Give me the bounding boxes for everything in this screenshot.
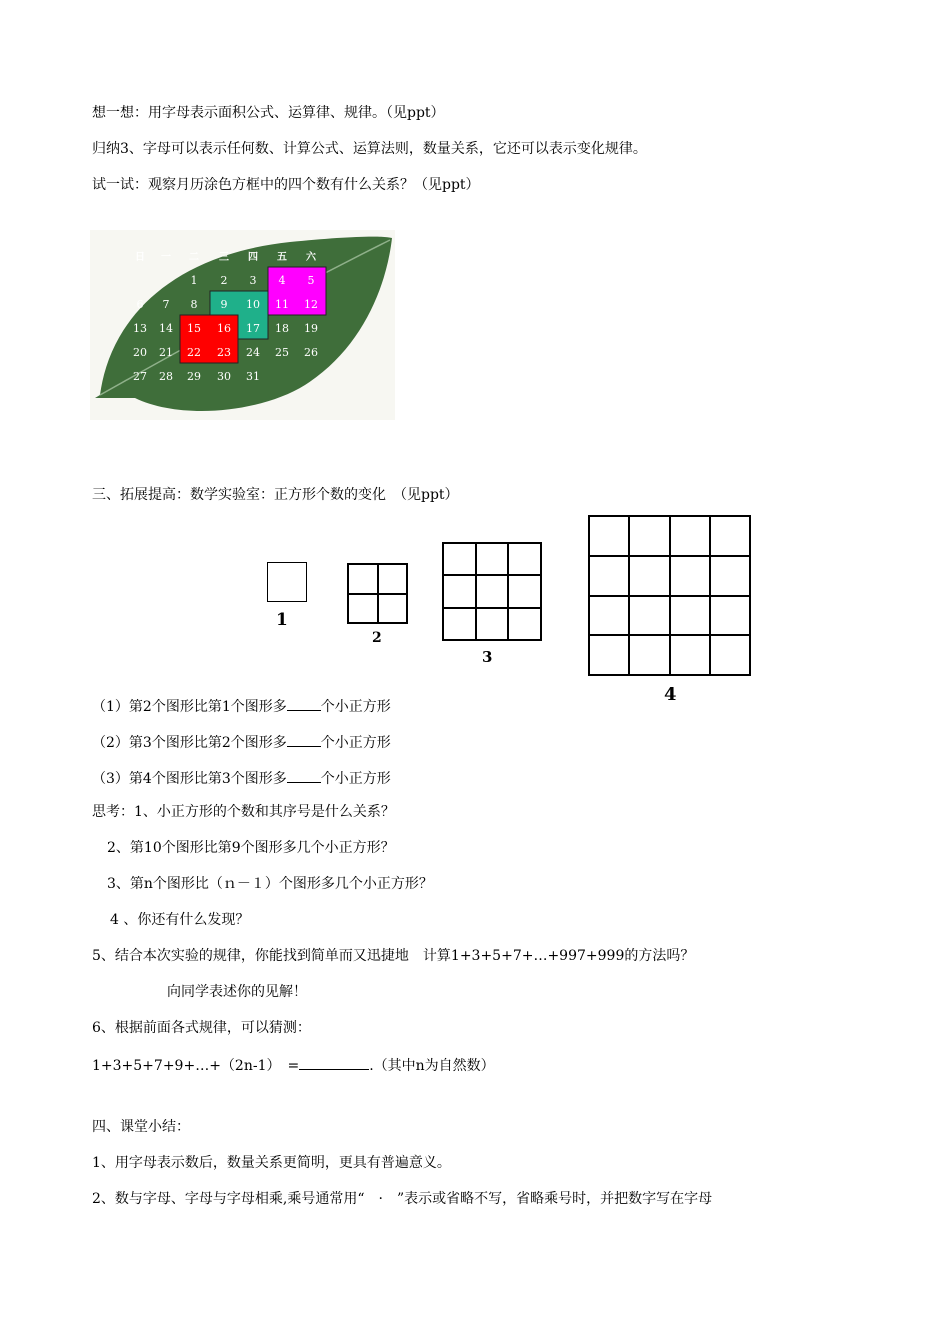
calendar-day: 23 <box>217 346 231 359</box>
calendar-day: 25 <box>275 346 289 359</box>
weekday-label: 五 <box>277 252 287 263</box>
calendar-day: 7 <box>162 298 170 311</box>
think-1: 思考：1、小正方形的个数和其序号是什么关系？ <box>92 804 395 820</box>
calendar-day: 30 <box>217 370 231 383</box>
calendar-day: 6 <box>136 298 144 311</box>
section-4-heading: 四、课堂小结： <box>92 1119 190 1135</box>
calendar-day: 28 <box>159 370 173 383</box>
figure-4-label: 4 <box>664 684 677 705</box>
calendar-day: 22 <box>187 346 201 359</box>
weekday-label: 六 <box>306 252 316 263</box>
calendar-day: 11 <box>275 298 289 311</box>
calendar-day: 19 <box>304 322 318 335</box>
calendar-day: 1 <box>190 274 198 287</box>
question-1: （1）第2个图形比第1个图形多 个小正方形 <box>92 696 391 716</box>
answer-blank-2[interactable] <box>287 732 321 747</box>
calendar-leaf-image <box>90 230 395 420</box>
calendar-day: 21 <box>159 346 173 359</box>
figure-1-square <box>267 562 307 602</box>
figure-2-label: 2 <box>372 630 382 646</box>
answer-blank-3[interactable] <box>287 768 321 783</box>
calendar-day: 3 <box>249 274 257 287</box>
figure-3-label: 3 <box>482 648 493 666</box>
question-2: （2）第3个图形比第2个图形多 个小正方形 <box>92 732 391 752</box>
section-3-heading: 三、拓展提高：数学实验室：正方形个数的变化 （见ppt） <box>92 487 459 503</box>
figure-1-label: 1 <box>276 610 288 630</box>
calendar-day: 8 <box>190 298 198 311</box>
calendar-day: 10 <box>246 298 260 311</box>
calendar-day: 9 <box>220 298 228 311</box>
figure-2-grid <box>347 563 408 624</box>
figure-3-grid <box>442 542 542 641</box>
line-summary-3: 归纳3、字母可以表示任何数、计算公式、运算法则，数量关系，它还可以表示变化规律。 <box>92 141 647 157</box>
think-4: 4 、你还有什么发现？ <box>110 912 250 928</box>
weekday-label: 二 <box>189 252 199 263</box>
think-3: 3、第n个图形比（ｎ－１）个图形多几个小正方形？ <box>107 876 433 892</box>
calendar-day: 17 <box>246 322 260 335</box>
answer-blank-1[interactable] <box>287 696 321 711</box>
calendar-day: 13 <box>133 322 147 335</box>
think-5-note: 向同学表述你的见解！ <box>167 984 307 1000</box>
calendar-day: 29 <box>187 370 201 383</box>
weekday-label: 三 <box>219 252 229 263</box>
think-5: 5、结合本次实验的规律，你能找到简单而又迅捷地 计算1+3+5+7+…+997+999的方法吗？ <box>92 948 695 964</box>
calendar-day: 2 <box>220 274 228 287</box>
weekday-label: 一 <box>161 252 171 263</box>
question-3: （3）第4个图形比第3个图形多 个小正方形 <box>92 768 391 788</box>
think-6: 6、根据前面各式规律，可以猜测： <box>92 1020 311 1036</box>
calendar-day: 27 <box>133 370 147 383</box>
calendar-day: 24 <box>246 346 260 359</box>
calendar-day: 14 <box>159 322 173 335</box>
calendar-day: 18 <box>275 322 289 335</box>
line-try: 试一试：观察月历涂色方框中的四个数有什么关系？（见ppt） <box>92 177 480 193</box>
calendar-day: 5 <box>307 274 315 287</box>
figure-4-grid <box>588 515 751 676</box>
summary-2: 2、数与字母、字母与字母相乘,乘号通常用“ · ”表示或省略不写，省略乘号时，并把数字写在字母 <box>92 1191 713 1207</box>
calendar-day: 31 <box>246 370 260 383</box>
calendar-day: 26 <box>304 346 318 359</box>
calendar-day: 20 <box>133 346 147 359</box>
calendar-day: 4 <box>278 274 286 287</box>
formula-blank[interactable] <box>299 1055 369 1070</box>
line-think: 想一想：用字母表示面积公式、运算律、规律。（见ppt） <box>92 105 445 121</box>
weekday-label: 四 <box>248 252 258 263</box>
formula-line: 1+3+5+7+9+…+（2n-1） = .（其中n为自然数） <box>92 1055 495 1075</box>
think-2: 2、第10个图形比第9个图形多几个小正方形？ <box>107 840 395 856</box>
calendar-day: 15 <box>187 322 201 335</box>
weekday-label: 日 <box>135 252 145 263</box>
calendar-day: 16 <box>217 322 231 335</box>
calendar-day: 12 <box>304 298 318 311</box>
summary-1: 1、用字母表示数后，数量关系更简明，更具有普遍意义。 <box>92 1155 451 1171</box>
